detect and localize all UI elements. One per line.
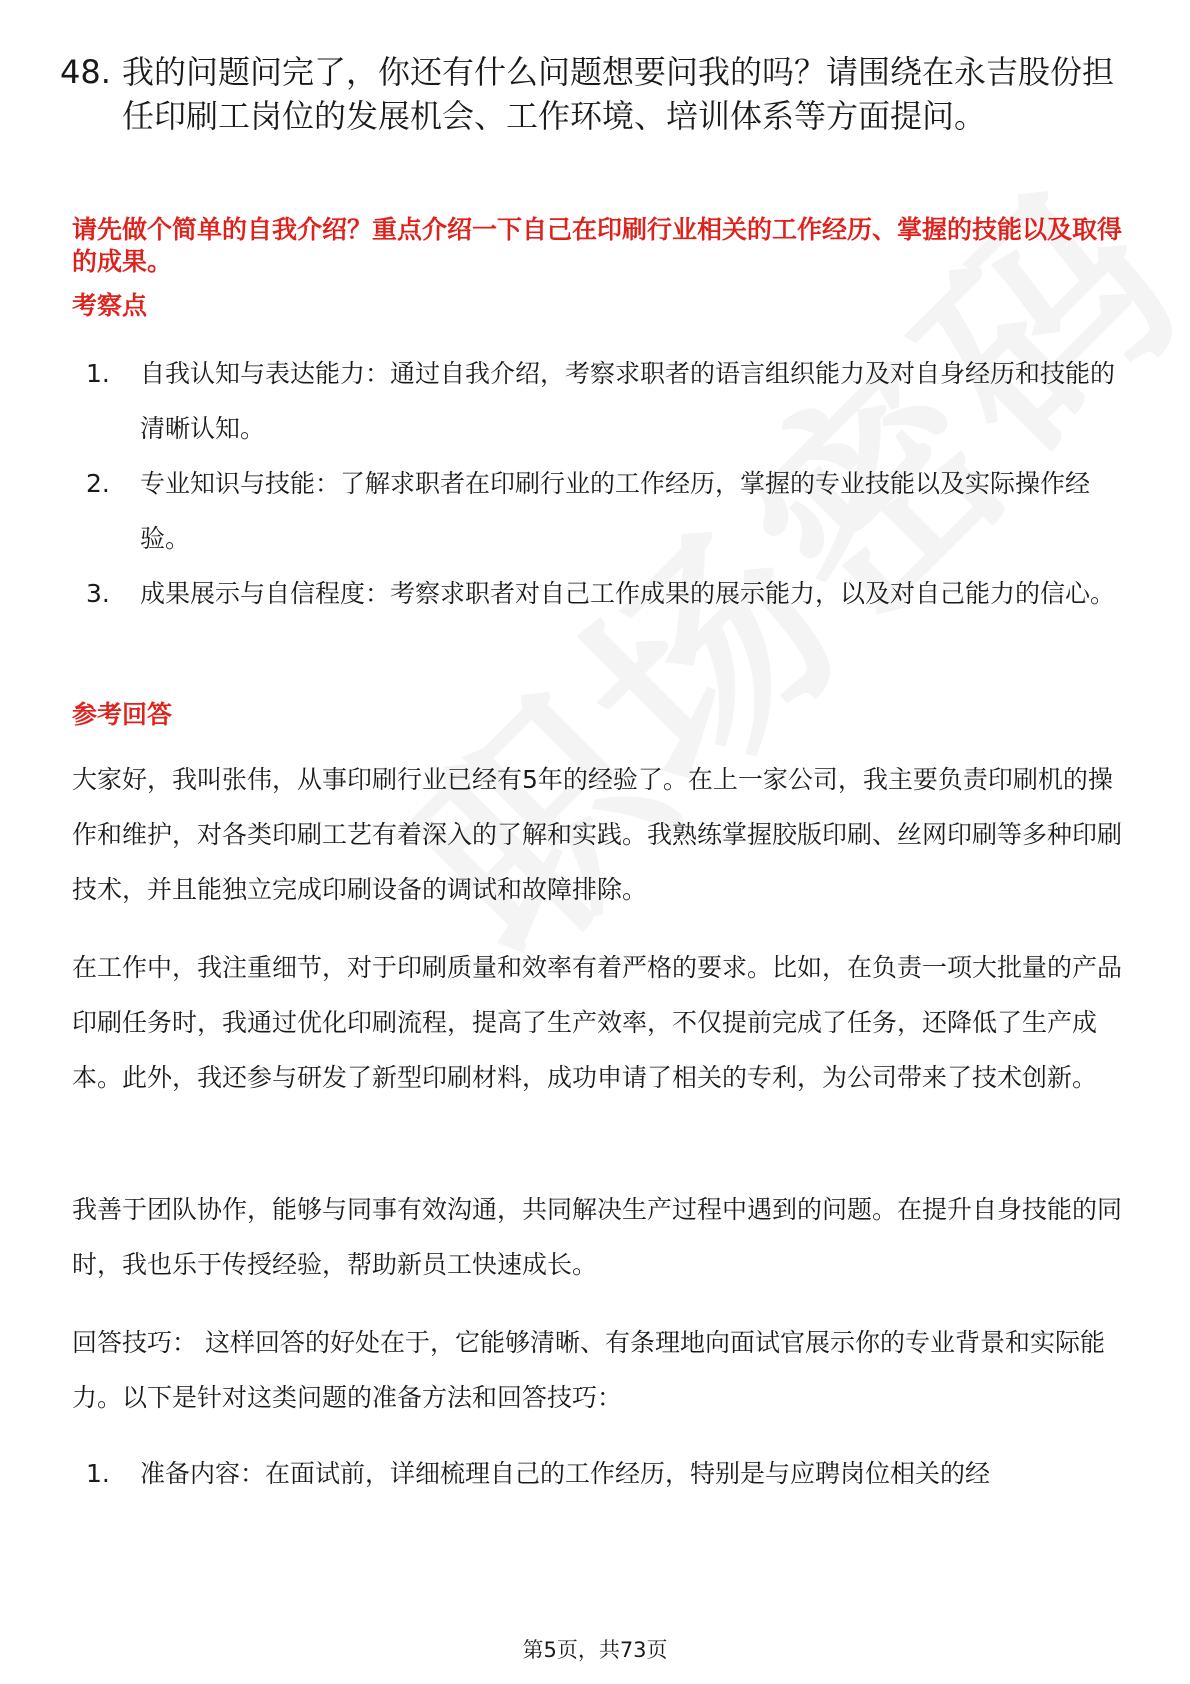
list-item bbox=[72, 346, 1122, 456]
highlight-question: 请先做个简单的自我介绍？重点介绍一下自己在印刷行业相关的工作经历、掌握的技能以及取得的成果。 bbox=[72, 215, 1123, 276]
answer-paragraph: 大家好，我叫张伟，从事印刷行业已经有5年的经验了。在上一家公司，我主要负责印刷机的操作和维护，对各类印刷工艺有着深入的了解和实践。我熟练掌握胶版印刷、丝网印刷等多种印刷技术，并且能独立完成印刷设备的调试和故障排除。 bbox=[72, 765, 1123, 904]
page-footer: 第5页，共73页 bbox=[522, 1638, 668, 1662]
list-item bbox=[72, 566, 1122, 621]
answer-paragraph: 在工作中，我注重细节，对于印刷质量和效率有着严格的要求。比如，在负责一项大批量的产品印刷任务时，我通过优化印刷流程，提高了生产效率，不仅提前完成了任务，还降低了生产成本。此外，我还参与研发了新型印刷材料，成功申请了相关的专利，为公司带来了技术创新。 bbox=[72, 953, 1123, 1092]
list-item-number: 3. bbox=[86, 579, 110, 608]
section-title-answer: 参考回答 bbox=[72, 700, 173, 729]
question-text: 我的问题问完了，你还有什么问题想要问我的吗？请围绕在永吉股份担任印刷工岗位的发展机会、工作环境、培训体系等方面提问。 bbox=[122, 53, 1115, 135]
question-number: 48. bbox=[60, 53, 111, 91]
list-item-text: 成果展示与自信程度：考察求职者对自己工作成果的展示能力，以及对自己能力的信心。 bbox=[140, 579, 1116, 608]
list-item bbox=[72, 1446, 1122, 1501]
answer-paragraph: 我善于团队协作，能够与同事有效沟通，共同解决生产过程中遇到的问题。在提升自身技能的同时，我也乐于传授经验，帮助新员工快速成长。 bbox=[72, 1195, 1123, 1279]
list-item-text: 准备内容：在面试前，详细梳理自己的工作经历，特别是与应聘岗位相关的经 bbox=[140, 1459, 991, 1488]
answer-tips-paragraph: 回答技巧： 这样回答的好处在于，它能够清晰、有条理地向面试官展示你的专业背景和实际能力。以下是针对这类问题的准备方法和回答技巧： bbox=[72, 1328, 1105, 1412]
list-item-number: 1. bbox=[86, 359, 110, 388]
list-item bbox=[72, 456, 1122, 566]
tips-list bbox=[72, 1446, 1122, 1501]
list-item-number: 2. bbox=[86, 469, 110, 498]
list-item-text: 自我认知与表达能力：通过自我介绍，考察求职者的语言组织能力及对自身经历和技能的清晰认知。 bbox=[140, 359, 1116, 443]
list-item-number: 1. bbox=[86, 1459, 110, 1488]
list-item-text: 专业知识与技能：了解求职者在印刷行业的工作经历，掌握的专业技能以及实际操作经验。 bbox=[140, 469, 1091, 553]
section-title-kaocha: 考察点 bbox=[72, 291, 148, 320]
kaocha-list bbox=[72, 346, 1122, 621]
question-heading bbox=[60, 50, 1120, 138]
